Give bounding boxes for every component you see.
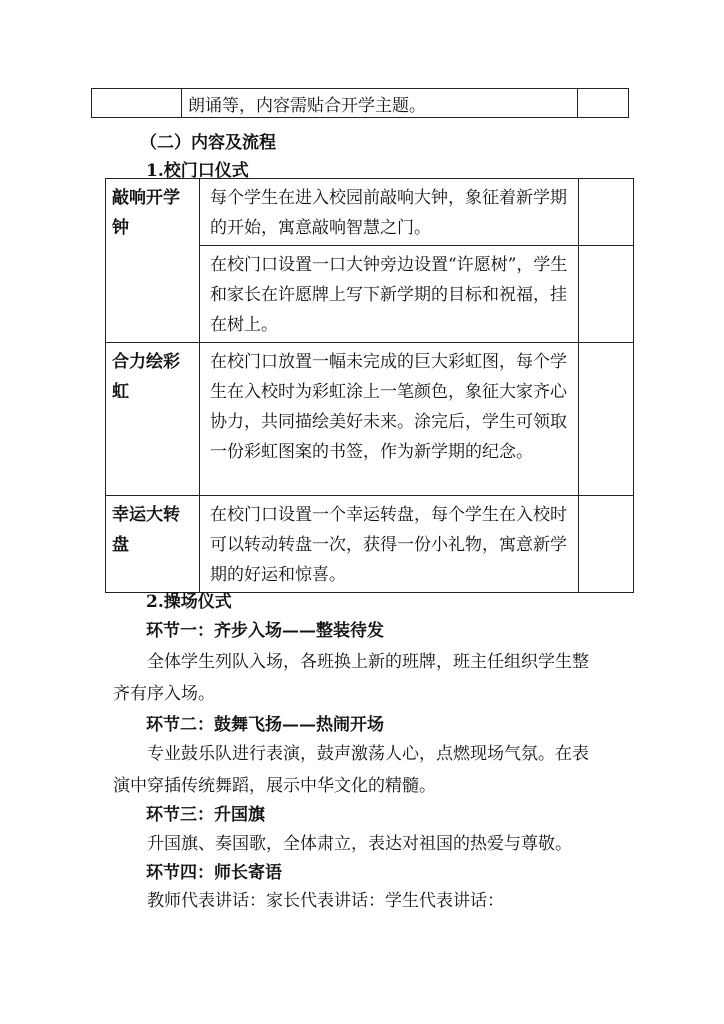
activity-description: 在校门口设置一个幸运转盘，每个学生在入校时可以转动转盘一次，获得一份小礼物，寓意新学期的好运和惊喜。 — [200, 496, 579, 593]
activity-extra-cell — [579, 246, 634, 343]
activity-description: 在校门口设置一口大钟旁边设置“许愿树”，学生和家长在许愿牌上写下新学期的目标和祝福，挂在树上。 — [200, 246, 579, 343]
top-table-cell-3 — [578, 89, 629, 118]
activity-extra-cell — [579, 343, 634, 496]
activity-name: 幸运大转盘 — [106, 496, 200, 593]
activities-table — [105, 178, 634, 593]
step-title: 环节一：齐步入场——整装待发 — [146, 621, 384, 641]
step-text: 教师代表讲话：家长代表讲话：学生代表讲话： — [147, 891, 504, 911]
activity-name: 合力绘彩虹 — [106, 343, 200, 496]
top-table — [91, 88, 629, 118]
activity-description: 在校门口放置一幅未完成的巨大彩虹图，每个学生在入校时为彩虹涂上一笔颜色，象征大家齐心协力，共同描绘美好未来。涂完后，学生可领取一份彩虹图案的书签，作为新学期的纪念。 — [200, 343, 579, 496]
activity-extra-cell — [579, 496, 634, 593]
activity-description: 每个学生在进入校园前敲响大钟，象征着新学期的开始，寓意敲响智慧之门。 — [200, 179, 579, 246]
top-table-cell-1 — [92, 89, 182, 118]
section-heading: （二）内容及流程 — [140, 133, 276, 153]
activity-name: 敲响开学钟 — [106, 179, 200, 343]
step-text: 专业鼓乐队进行表演，鼓声激荡人心，点燃现场气氛。在表演中穿插传统舞蹈，展示中华文化的精髓。 — [113, 744, 589, 796]
top-table-content: 朗诵等，内容需贴合开学主题。 — [182, 89, 578, 118]
subsection-2-heading: 2.操场仪式 — [146, 592, 232, 612]
step-text: 升国旗、奏国歌，全体肃立，表达对祖国的热爱与尊敬。 — [147, 834, 572, 854]
activity-extra-cell — [579, 179, 634, 246]
step-title: 环节二：鼓舞飞扬——热闹开场 — [146, 715, 384, 735]
step-title: 环节四：师长寄语 — [146, 863, 282, 883]
step-title: 环节三：升国旗 — [146, 805, 265, 825]
step-text: 全体学生列队入场，各班换上新的班牌，班主任组织学生整齐有序入场。 — [113, 652, 589, 704]
subsection-1-heading: 1.校门口仪式 — [146, 161, 249, 181]
